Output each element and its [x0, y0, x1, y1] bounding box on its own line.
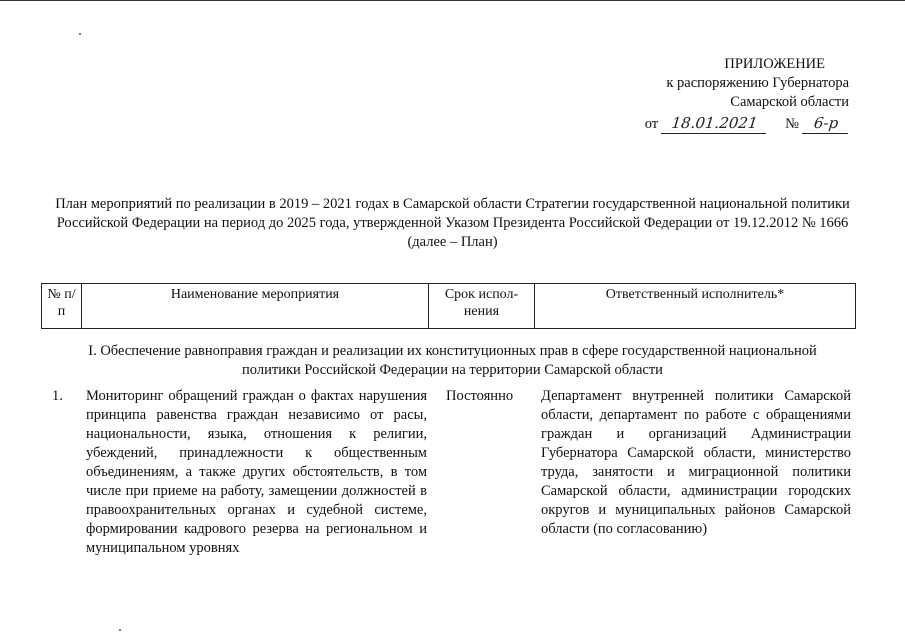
appendix-line-2: Самарской области — [730, 94, 849, 110]
plan-title: План мероприятий по реализации в 2019 – 2021 годах в Самарской области Стратегии государственной национальной политики Российской Федерации на период до 2025 года, утвержденной Указом Президента Российской Федерации от 19.12.2012 № 1666 (далее – План) — [55, 196, 850, 250]
header-responsible: Ответственный исполнитель* — [535, 284, 856, 329]
scan-speck — [119, 629, 121, 631]
header-name: Наименование мероприятия — [82, 284, 429, 329]
appendix-line-1: к распоряжению Губернатора — [666, 75, 849, 91]
table-header — [41, 283, 856, 329]
row-measure: Мониторинг обращений граждан о фактах нарушения принципа равенства граждан независимо от расы, национальности, языка, отношения к религии, убеждений, принадлежности к общественным объединениям, а также других обстоятельств, в том числе при приеме на работу, замещении должностей в правоохранительных органах и судебной системе, формировании кадрового резерва на региональном и муниципальном уровнях — [86, 388, 427, 556]
row-term: Постоянно — [446, 388, 514, 404]
header-num: № п/п — [42, 284, 82, 329]
number-label: № — [785, 116, 799, 132]
row-number: 1. — [52, 388, 63, 404]
from-label: от — [644, 116, 659, 132]
appendix-title: ПРИЛОЖЕНИЕ — [724, 56, 825, 72]
header-term: Срок испол- нения — [429, 284, 535, 329]
row-responsible: Департамент внутренней политики Самарской области, департамент по работе с обращениями граждан и организаций Администрации Губернатора Самарской области, министерство труда, занятости и миграционной политики Самарской области, администрации городских округов и муниципальных районов Самарской области (по согласованию) — [541, 388, 851, 537]
section-title: I. Обеспечение равноправия граждан и реализации их конституционных прав в сфере государственной национальной политики Российской Федерации на территории Самарской области — [88, 343, 817, 378]
handwritten-number: 6-р — [802, 114, 850, 134]
top-edge-line — [0, 0, 905, 1]
decree-reference — [645, 112, 849, 134]
handwritten-date: 18.01.2021 — [661, 114, 768, 134]
scan-speck — [79, 33, 81, 35]
appendix-block — [645, 55, 849, 134]
